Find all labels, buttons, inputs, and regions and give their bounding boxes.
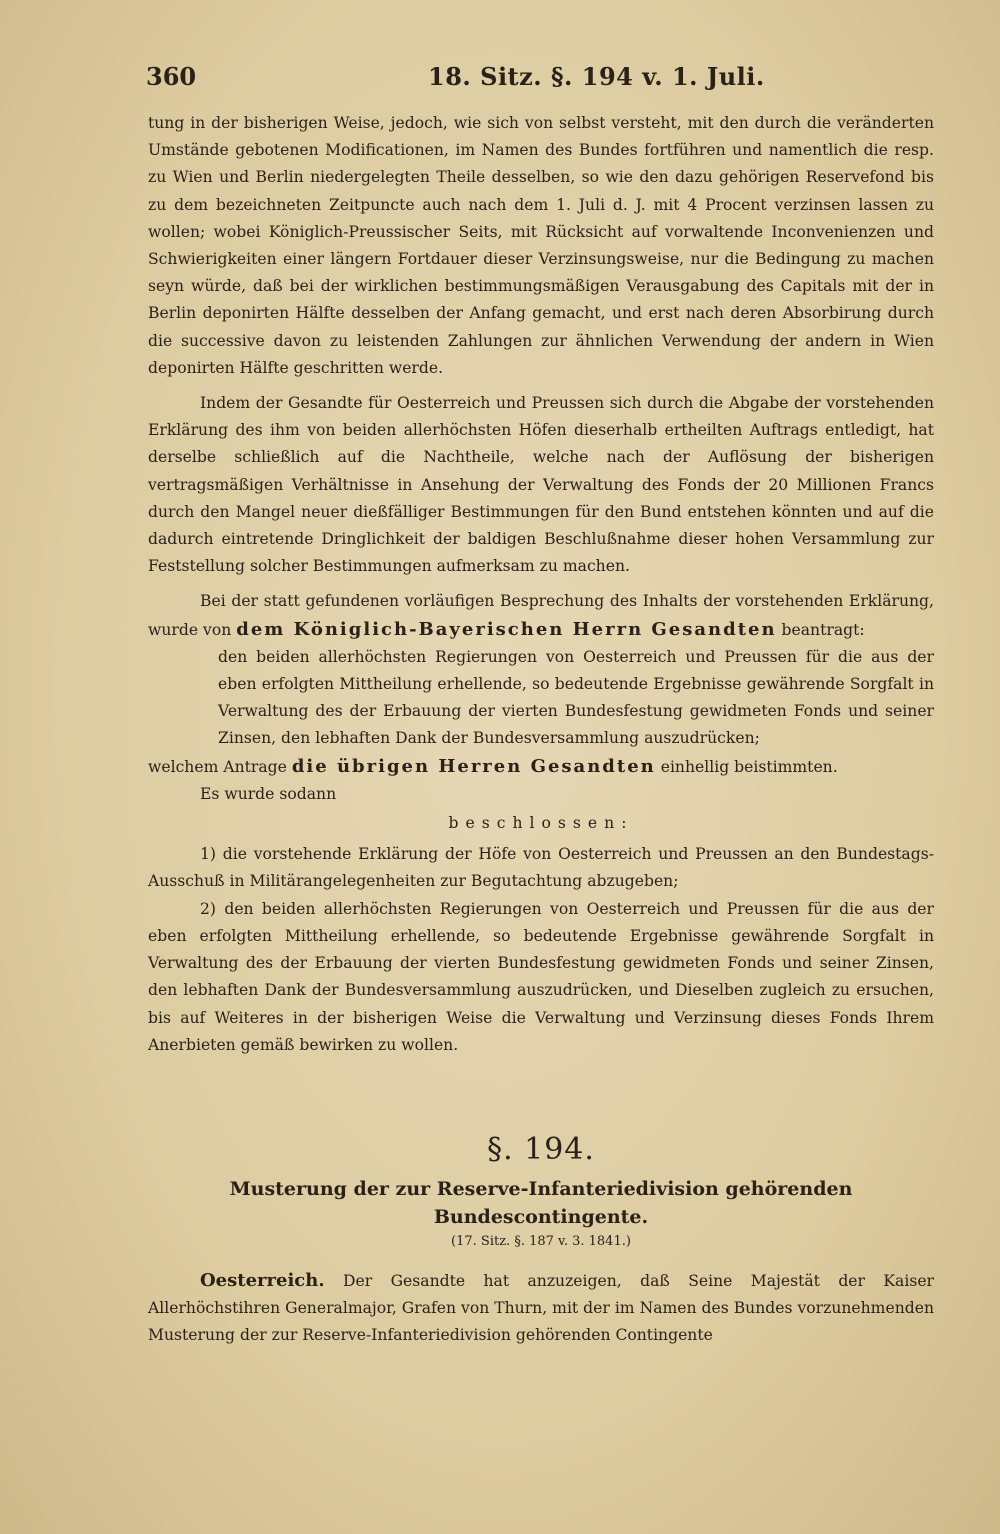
paragraph-declaration: Indem der Gesandte für Oesterreich und Preussen sich durch die Abgabe der vorstehenden Erklärung des ihm von beiden allerhöchsten Höfen dieserhalb ertheilten Auftrags entledigt, hat derselbe schließlich auf die Nachtheile, welche nach der Auflösung der bisherigen vertragsmäßigen Verhältnisse in Ansehung der Verwaltung des Fonds der 20 Millionen Francs durch den Mangel neuer dießfälliger Bestimmungen für den Bund entstehen könnten und auf die dadurch eintretende Dringlichkeit der baldigen Beschlußnahme dieser hohen Versammlung zur Feststellung solcher Bestimmungen aufmerksam zu machen. bbox=[148, 394, 934, 576]
resolution-item-2: 2) den beiden allerhöchsten Regierungen von Oesterreich und Preussen für die aus der eben erfolgten Mittheilung erhellende, so bedeutende Ergebnisse gewährende Sorgfalt in Verwaltung des der Erbauung der vierten Bundesfestung gewidmeten Fonds und seiner Zinsen, den lebhaften Dank der Bundesversammlung auszudrücken, und Dieselben zugleich zu ersuchen, bis auf Weiteres in der bisherigen Weise die Verwaltung und Verzinsung dieses Fonds Ihrem Anerbieten gemäß bewirken zu wollen. bbox=[148, 899, 934, 1054]
page-header bbox=[146, 62, 936, 102]
proposal-intro: Bei der statt gefundenen vorläufigen Besprechung des Inhalts der vorstehenden Erklärung, wurde von bbox=[148, 592, 934, 639]
paragraph-agreement bbox=[148, 753, 934, 781]
section-reference: (17. Sitz. §. 187 v. 3. 1841.) bbox=[451, 1233, 631, 1249]
page-body bbox=[148, 110, 934, 1350]
section-lead: Oesterreich. bbox=[200, 1269, 325, 1291]
proposal-verb: beantragt: bbox=[781, 620, 865, 639]
page-number: 360 bbox=[146, 62, 197, 91]
section-text: Der Gesandte hat anzuzeigen, daß Seine Majestät der Kaiser Allerhöchstihren Generalmajor, Grafen von Thurn, mit der im Namen des Bundes vorzunehmenden Musterung der zur Reserve-Infanteriedivision gehörenden Contingente bbox=[148, 1271, 934, 1345]
section-number: §. 194. bbox=[487, 1131, 595, 1167]
paragraph-proposal bbox=[148, 588, 934, 643]
resolution-item-1: 1) die vorstehende Erklärung der Höfe von Oesterreich und Preussen an den Bundestags-Ausschuß in Militärangelegenheiten zur Begutachtung abzugeben; bbox=[148, 845, 934, 891]
section-paragraph bbox=[148, 1267, 934, 1350]
paragraph-continuation: tung in der bisherigen Weise, jedoch, wie sich von selbst versteht, mit den durch die veränderten Umstände gebotenen Modificationen, im Namen des Bundes fortführen und namentlich die resp. zu Wien und Berlin niedergelegten Theile desselben, so wie den dazu gehörigen Reservefond bis zu dem bezeichneten Zeitpuncte auch nach dem 1. Juli d. J. mit 4 Procent verzinsen lassen zu wollen; wobei Königlich-Preussischer Seits, mit Rücksicht auf vorwaltende Inconvenienzen und Schwierigkeiten einer längern Fortdauer dieser Verzinsungsweise, nur die Bedingung zu machen seyn würde, daß bei der wirklichen bestimmungsmäßigen Verausgabung des Capitals mit der in Berlin deponirten Hälfte desselben der Anfang gemacht, und erst nach deren Absorbirung durch die successive davon zu leistenden Zahlungen zur ähnlichen Verwendung der andern in Wien deponirten Hälfte geschritten werde. bbox=[148, 114, 934, 377]
resolution-heading: beschlossen: bbox=[448, 814, 634, 833]
agreement-intro: welchem Antrage bbox=[148, 757, 287, 776]
paragraph-proposal-text: den beiden allerhöchsten Regierungen von Oesterreich und Preussen für die aus der eben erfolgten Mittheilung erhellende, so bedeutende Ergebnisse gewährende Sorgfalt in Verwaltung des der Erbauung der vierten Bundesfestung gewidmeten Fonds und seiner Zinsen, den lebhaften Dank der Bundesversammlung auszudrücken; bbox=[218, 647, 934, 748]
other-envoys: die übrigen Herren Gesandten bbox=[291, 755, 656, 777]
paragraph-then: Es wurde sodann bbox=[200, 784, 337, 803]
agreement-end: einhellig beistimmten. bbox=[660, 757, 838, 776]
section-title: Musterung der zur Reserve-Infanteriedivision gehörenden Bundescontingente. bbox=[229, 1177, 853, 1228]
running-title: 18. Sitz. §. 194 v. 1. Juli. bbox=[428, 62, 765, 91]
bavarian-envoy: dem Königlich-Bayerischen Herrn Gesandten bbox=[236, 618, 777, 640]
